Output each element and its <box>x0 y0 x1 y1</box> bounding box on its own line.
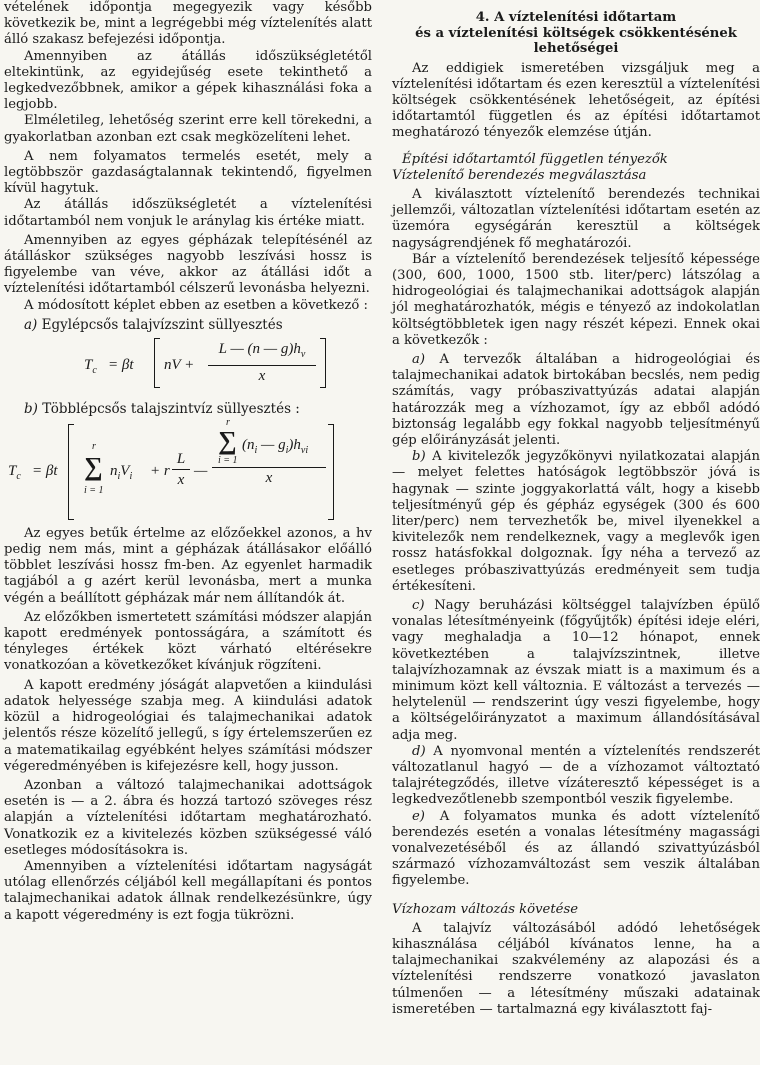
paragraph: Amennyiben az átállás időszükségletétől eltekintünk, az egyidejűség esete tekinthető a legkedvezőbbnek, amikor a gépek kihasználási foka a legjobb. <box>4 48 372 113</box>
paragraph: A kiválasztott víztelenítő berendezés technikai jellemzői, változatlan víztelenítési időtartam esetén az üzemóra egységárán keresztül a költségek nagyságrendjének fő meghatározói. <box>392 186 760 251</box>
bracket-right <box>320 338 326 388</box>
paragraph: Bár a víztelenítő berendezések teljesítő képessége (300, 600, 1000, 1500 stb. liter/perc) látszólag a hidrogeológiai és talajmechanikai adottságok alapján jól meghatározhatók, mégis e tényező az indokolatlan költségtöbbletek igen nagy részét képezi. Ennek okai a következők : <box>392 251 760 348</box>
subheading: Víztelenítő berendezés megválasztása <box>392 167 647 183</box>
paragraph: Elméletileg, lehetőség szerint erre kell törekedni, a gyakorlatban azonban ezt csak megközelíteni lehet. <box>4 113 372 145</box>
formula-minus: — <box>194 462 208 479</box>
list-item: b) A kivitelezők jegyzőkönyvi nyilatkozatai alapján — melyet felettes hatóságok legtöbbször jóvá is hagynak — szinte joggyakorlattá vált, hogy a kisebb teljesítményű gép és gépház egységek (300 és 600 liter/perc) nem tervezhetők be, mivel ilyenekkel a kivitelezők nem rendelkeznek, vagy a meglevők igen rossz hatásfokkal dolgoznak. Így néha a tervező az esetleges próbaszivattyúzás eredményeit sem tudja értékesíteni. <box>392 449 760 594</box>
list-item: c) Nagy beruházási költséggel talajvízben épülő vonalas létesítményeink (főgyűjtők) építési ideje eléri, vagy meghaladja a 10—12 hónapot, ennek következtében a talajvízszintnek, illetve talajvízhozamnak az évszak miatt is a maximum és a minimum közt kell változnia. E változást a tervezés — helytelenül — rendszerint úgy veszi figyelembe, hogy a költségelőirányzatot a maximum állandósításával adja meg. <box>392 598 760 743</box>
paragraph: A kapott eredmény jóságát alapvetően a kiindulási adatok helyessége szabja meg. A kiindulási adatok közül a hidrogeológiai és talajmechanikai adatok jelentős része közelítő jellegű, s így értelemszerűen ez a matematikailag egyébként helyes számítási módszer végeredményében is kifejezésre kell, hogy jusson. <box>4 677 372 774</box>
paragraph: vételének időpontja megegyezik vagy később következik be, mint a legrégebbi még víztelenítés alatt álló szakasz befejezési időpontja. <box>4 0 372 48</box>
list-item: a) A tervezők általában a hidrogeológiai és talajmechanikai adatok birtokában becslés, nem pedig számítás, vagy próbaszivattyúzás adatai alapján határozzák meg a vízhozamot, így az ebből adódó biztonság legalább egy fokkal nagyobb teljesítményű gép előirányzását jelenti. <box>392 351 760 448</box>
formula-term: + r <box>150 462 170 479</box>
sum-upper: r <box>92 440 96 452</box>
right-column <box>392 0 760 1018</box>
formula-term: nV + <box>164 356 195 373</box>
formula-fraction: $\frac{L — (n — g)h_v}{x}$ <box>208 340 316 385</box>
sum-lower: i = 1 <box>84 484 104 496</box>
bracket-left <box>68 424 74 520</box>
paragraph: Amennyiben a víztelenítési időtartam nagyságát utólag ellenőrzés céljából kell megállapítani és pontos talajmechanikai adatok állnak rendelkezésünkre, úgy a kapott végeredmény is ezt fogja tükrözni. <box>4 858 372 923</box>
list-item: d) A nyomvonal mentén a víztelenítés rendszerét változatlanul hagyó — de a vízhozamot változtató talajrétegződés, illetve vízáteresztő képességet is a legkedvezőtlenebb szempontból veszik figyelembe. <box>392 743 760 808</box>
left-column <box>4 0 372 924</box>
subheading: Vízhozam változás követése <box>392 901 579 917</box>
formula-label-b <box>4 401 372 418</box>
formula-label-a <box>4 317 372 334</box>
formula-eq: = βt <box>32 462 58 479</box>
paragraph: Az eddigiek ismeretében vizsgáljuk meg a víztelenítési időtartam és ezen keresztül a víztelenítési költségek csökkentésének lehetőségeit, az építési időtartamtól független és az építési időtartamot meghatározó tényezők elemzése útján. <box>392 60 760 141</box>
paragraph: Az egyes betűk értelme az előzőekkel azonos, a hv pedig nem más, mint a gépházak átállásakor előálló többlet leszívási hossz fm-ben. Az egyenlet harmadik tagjából a g azért kerül levonásba, mert a munka végén a beállított gépházak már nem állítandók át. <box>4 525 372 606</box>
label-letter: a) <box>24 316 38 333</box>
paragraph: A módosított képlet ebben az esetben a következő : <box>24 297 368 313</box>
paragraph: Azonban a változó talajmechanikai adottságok esetén is — a 2. ábra és hozzá tartozó szöveges rész alapján a víztelenítési időtartam meghatározható. Vonatkozik ez a kivitelezés közben szükségessé váló esetleges módosításokra is. <box>4 777 372 858</box>
subheading: Építési időtartamtól független tényezők <box>402 151 668 167</box>
formula-lhs: $T_c$ <box>8 462 21 482</box>
formula-eq: = βt <box>108 356 134 373</box>
formula-single-stage <box>4 334 372 398</box>
paragraph: Az átállás időszükségletét a víztelenítési időtartamból nem vonjuk le aránylag kis értéke miatt. <box>4 197 372 229</box>
sum-upper: r <box>226 416 230 428</box>
formula-multi-stage <box>4 418 372 526</box>
sum-symbol: ∑ <box>84 451 103 481</box>
sum-symbol: ∑ <box>218 425 237 455</box>
paragraph: Az előzőkben ismertetett számítási módszer alapján kapott eredmények pontosságára, a számított és tényleges értékek közt várható eltérésekre vonatkozóan a következőket kívánjuk rögzíteni. <box>4 609 372 674</box>
formula-term: $n_iV_i$ <box>110 462 133 482</box>
bracket-right <box>328 424 334 520</box>
label-text: Többlépcsős talajszintvíz süllyesztés : <box>42 400 300 417</box>
formula-fraction: $\frac{L}{x}$ <box>172 450 190 489</box>
paragraph: Amennyiben az egyes gépházak telepítésénél az átálláskor szükséges nagyobb leszívási hossz is figyelembe van véve, akkor az átállási időt a víztelenítési időtartamból célszerű levonásba helyezni. <box>4 232 372 297</box>
sum-lower: i = 1 <box>218 454 238 466</box>
formula-fraction-large: r ∑ i = 1 ($n_i$ — $g_i)h_{vi}$ x <box>212 418 326 487</box>
paragraph: A nem folyamatos termelés esetét, mely a legtöbbször gazdaságtalannak tekintendő, figyelmen kívül hagytuk. <box>4 148 372 197</box>
list-item: e) A folyamatos munka és adott víztelenítő berendezés esetén a vonalas létesítmény magassági vonalvezetéséből és az állandó szivattyúzásból származó vízhozamváltozást sem veszik általában figyelembe. <box>392 808 760 889</box>
section-title: 4. A víztelenítési időtartam és a víztelenítési költségek csökkentésének lehetőségei <box>415 10 737 56</box>
paragraph: A talajvíz változásából adódó lehetőségek kihasználása céljából kívánatos lenne, ha a talajmechanikai szakvélemény az alapozási és a víztelenítési rendszerre vonatkozó javaslaton túlmenően — a létesítmény műszaki adatainak ismeretében — tartalmazná egy kiválasztott faj- <box>392 920 760 1017</box>
label-text: Egylépcsős talajvízszint süllyesztés <box>41 316 283 333</box>
formula-lhs: $T_c$ <box>84 356 97 376</box>
label-letter: b) <box>24 400 38 417</box>
bracket-left <box>154 338 160 388</box>
